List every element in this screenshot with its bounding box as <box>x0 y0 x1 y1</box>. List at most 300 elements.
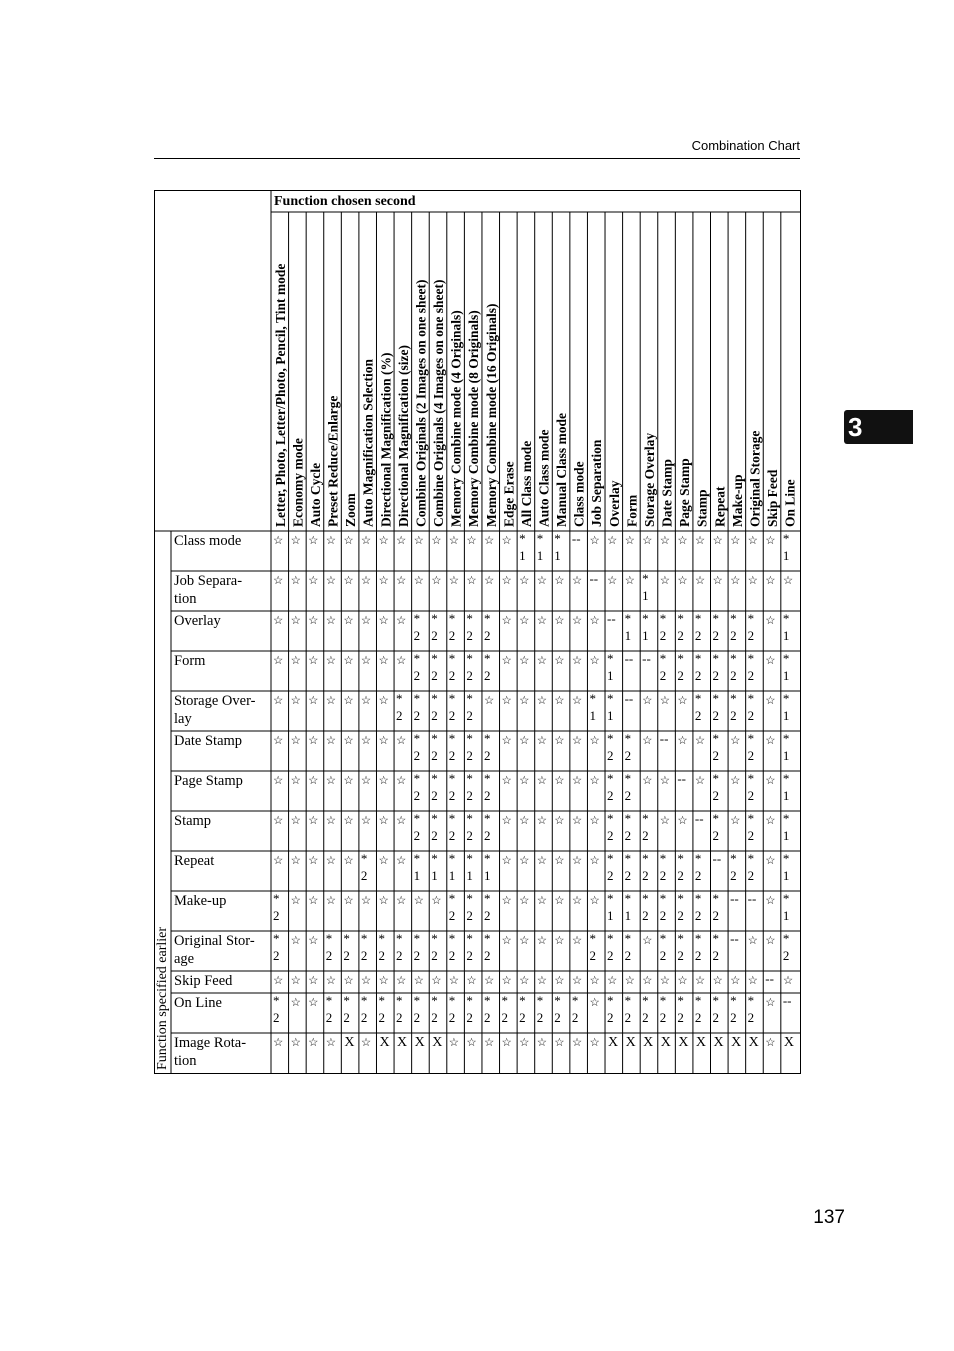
running-header-title: Combination Chart <box>691 138 800 153</box>
cell-asterisk: * <box>677 891 684 906</box>
cell-asterisk: * <box>554 993 561 1008</box>
column-header: Preset Reduce/Enlarge <box>325 395 341 527</box>
cell-note-number: 2 <box>677 668 684 683</box>
cell-star: ☆ <box>273 655 284 667</box>
cell-asterisk: * <box>483 891 491 906</box>
cell-note-number: 2 <box>431 628 438 643</box>
cell-star: ☆ <box>677 815 688 827</box>
row-label: On Line <box>174 995 222 1011</box>
cell-star: ☆ <box>290 655 301 667</box>
cell-x: X <box>713 1035 724 1050</box>
cell-star: ☆ <box>501 855 512 867</box>
cell-star: ☆ <box>624 535 635 547</box>
cell-note-number: 1 <box>782 868 790 883</box>
cell-star: ☆ <box>325 855 337 867</box>
cell-dash: -- <box>624 651 634 666</box>
cell-star: ☆ <box>483 575 495 587</box>
cell-star: ☆ <box>571 695 583 707</box>
cell-star: ☆ <box>589 815 600 827</box>
cell-asterisk: * <box>466 931 473 946</box>
cell-star: ☆ <box>343 695 354 707</box>
cell-star: ☆ <box>519 815 530 827</box>
cell-asterisk: * <box>413 931 421 946</box>
cell-star: ☆ <box>765 895 776 907</box>
cell-x: X <box>783 1035 794 1050</box>
cell-star: ☆ <box>360 815 372 827</box>
cell-note-number: 2 <box>413 708 421 723</box>
cell-star: ☆ <box>571 815 583 827</box>
cell-note-number: 2 <box>677 908 684 923</box>
cell-asterisk: * <box>677 993 684 1008</box>
cell-star: ☆ <box>360 695 372 707</box>
cell-asterisk: * <box>659 993 667 1008</box>
cell-star: ☆ <box>396 975 407 987</box>
cell-note-number: 2 <box>466 708 473 723</box>
cell-asterisk: * <box>624 993 632 1008</box>
cell-star: ☆ <box>571 975 583 987</box>
cell-star: ☆ <box>642 695 653 707</box>
cell-note-number: 2 <box>677 628 684 643</box>
cell-asterisk: * <box>747 651 755 666</box>
cell-asterisk: * <box>448 993 456 1008</box>
cell-star: ☆ <box>765 655 776 667</box>
cell-note-number: 2 <box>712 788 719 803</box>
cell-note-number: 2 <box>712 668 719 683</box>
cell-note-number: 2 <box>466 948 473 963</box>
cell-asterisk: * <box>747 771 755 786</box>
cell-star: ☆ <box>308 615 319 627</box>
cell-star: ☆ <box>343 575 354 587</box>
column-header: Page Stamp <box>677 458 693 527</box>
cell-x: X <box>344 1035 355 1050</box>
cell-star: ☆ <box>308 997 319 1009</box>
cell-star: ☆ <box>765 1037 776 1049</box>
cell-note-number: 2 <box>483 788 491 803</box>
cell-note-number: 2 <box>360 948 368 963</box>
cell-star: ☆ <box>589 1037 600 1049</box>
cell-note-number: 2 <box>642 828 649 843</box>
row-label: Form <box>174 653 206 669</box>
cell-asterisk: * <box>712 691 719 706</box>
cell-star: ☆ <box>483 695 495 707</box>
cell-star: ☆ <box>273 855 284 867</box>
cell-star: ☆ <box>536 935 548 947</box>
cell-star: ☆ <box>694 735 706 747</box>
cell-star: ☆ <box>589 655 600 667</box>
cell-note-number: 2 <box>747 668 755 683</box>
column-header: Auto Magnification Selection <box>360 359 376 527</box>
cell-star: ☆ <box>378 575 389 587</box>
cell-asterisk: * <box>360 931 368 946</box>
cell-asterisk: * <box>273 891 280 906</box>
cell-note-number: 1 <box>413 868 421 883</box>
cell-star: ☆ <box>325 655 337 667</box>
cell-note-number: 2 <box>712 948 719 963</box>
cell-dash: -- <box>677 771 687 786</box>
cell-star: ☆ <box>290 615 301 627</box>
cell-star: ☆ <box>659 535 671 547</box>
cell-asterisk: * <box>642 993 649 1008</box>
cell-star: ☆ <box>765 535 776 547</box>
cell-star: ☆ <box>571 655 583 667</box>
cell-star: ☆ <box>747 535 758 547</box>
table-title: Function chosen second <box>274 194 416 209</box>
cell-dash: -- <box>642 651 651 666</box>
cell-note-number: 2 <box>413 668 421 683</box>
cell-star: ☆ <box>571 775 583 787</box>
cell-note-number: 2 <box>694 668 702 683</box>
cell-star: ☆ <box>501 935 512 947</box>
cell-note-number: 2 <box>536 1010 544 1025</box>
cell-star: ☆ <box>378 655 389 667</box>
cell-dash: -- <box>765 971 774 986</box>
cell-star: ☆ <box>519 695 530 707</box>
cell-note-number: 2 <box>431 1010 438 1025</box>
cell-star: ☆ <box>325 975 337 987</box>
cell-star: ☆ <box>290 735 301 747</box>
cell-asterisk: * <box>624 931 632 946</box>
cell-note-number: 2 <box>607 1010 614 1025</box>
cell-note-number: 2 <box>413 828 421 843</box>
cell-note-number: 2 <box>273 908 280 923</box>
cell-asterisk: * <box>624 891 632 906</box>
cell-star: ☆ <box>360 975 372 987</box>
cell-star: ☆ <box>554 695 565 707</box>
cell-note-number: 2 <box>483 1010 491 1025</box>
cell-asterisk: * <box>712 771 719 786</box>
cell-star: ☆ <box>607 575 618 587</box>
cell-star: ☆ <box>396 855 407 867</box>
cell-asterisk: * <box>501 993 509 1008</box>
cell-star: ☆ <box>694 535 706 547</box>
cell-star: ☆ <box>273 695 284 707</box>
cell-star: ☆ <box>519 895 530 907</box>
cell-asterisk: * <box>431 771 438 786</box>
cell-star: ☆ <box>501 735 512 747</box>
cell-note-number: 2 <box>396 1010 403 1025</box>
cell-note-number: 2 <box>448 1010 456 1025</box>
cell-asterisk: * <box>712 611 719 626</box>
cell-asterisk: * <box>747 993 755 1008</box>
cell-asterisk: * <box>483 771 491 786</box>
cell-star: ☆ <box>378 775 389 787</box>
cell-star: ☆ <box>536 815 548 827</box>
cell-dash: -- <box>712 851 722 866</box>
cell-note-number: 2 <box>747 708 755 723</box>
cell-note-number: 2 <box>694 628 702 643</box>
cell-star: ☆ <box>554 895 565 907</box>
cell-asterisk: * <box>448 651 456 666</box>
cell-star: ☆ <box>290 997 301 1009</box>
cell-note-number: 1 <box>642 588 649 603</box>
cell-note-number: 2 <box>730 668 737 683</box>
cell-asterisk: * <box>677 611 684 626</box>
cell-star: ☆ <box>536 695 548 707</box>
cell-note-number: 2 <box>624 948 632 963</box>
cell-asterisk: * <box>782 611 790 626</box>
cell-star: ☆ <box>396 735 407 747</box>
cell-note-number: 2 <box>448 788 456 803</box>
cell-star: ☆ <box>325 535 337 547</box>
cell-note-number: 2 <box>712 908 719 923</box>
cell-asterisk: * <box>694 931 702 946</box>
cell-note-number: 2 <box>624 828 632 843</box>
cell-star: ☆ <box>677 575 688 587</box>
cell-star: ☆ <box>360 655 372 667</box>
cell-asterisk: * <box>343 993 350 1008</box>
cell-asterisk: * <box>431 611 438 626</box>
cell-asterisk: * <box>659 611 667 626</box>
cell-star: ☆ <box>659 815 671 827</box>
cell-asterisk: * <box>694 611 702 626</box>
cell-star: ☆ <box>378 615 389 627</box>
cell-star: ☆ <box>554 735 565 747</box>
cell-asterisk: * <box>448 771 456 786</box>
cell-star: ☆ <box>343 855 354 867</box>
column-header: Economy mode <box>290 438 306 527</box>
cell-star: ☆ <box>536 615 548 627</box>
cell-star: ☆ <box>360 735 372 747</box>
cell-star: ☆ <box>343 815 354 827</box>
cell-star: ☆ <box>448 1037 460 1049</box>
cell-star: ☆ <box>765 775 776 787</box>
column-header: Memory Combine mode (4 Originals) <box>448 310 464 527</box>
cell-star: ☆ <box>273 735 284 747</box>
cell-star: ☆ <box>730 735 741 747</box>
cell-star: ☆ <box>642 775 653 787</box>
cell-asterisk: * <box>624 611 632 626</box>
cell-note-number: 1 <box>519 548 526 563</box>
column-header: Combine Originals (2 Images on one sheet) <box>413 279 429 527</box>
cell-note-number: 2 <box>466 628 473 643</box>
cell-star: ☆ <box>589 615 600 627</box>
row-label: Storage Over- <box>174 693 256 709</box>
cell-note-number: 2 <box>396 708 403 723</box>
cell-asterisk: * <box>624 731 632 746</box>
cell-star: ☆ <box>642 975 653 987</box>
cell-asterisk: * <box>431 651 438 666</box>
cell-star: ☆ <box>589 975 600 987</box>
cell-note-number: 2 <box>624 748 632 763</box>
cell-note-number: 2 <box>273 1010 280 1025</box>
cell-note-number: 2 <box>413 948 421 963</box>
cell-asterisk: * <box>519 993 526 1008</box>
cell-star: ☆ <box>431 975 442 987</box>
cell-note-number: 2 <box>448 668 456 683</box>
cell-star: ☆ <box>343 535 354 547</box>
cell-asterisk: * <box>483 731 491 746</box>
cell-star: ☆ <box>730 535 741 547</box>
cell-asterisk: * <box>747 851 755 866</box>
cell-note-number: 2 <box>624 868 632 883</box>
cell-asterisk: * <box>431 811 438 826</box>
cell-asterisk: * <box>360 851 368 866</box>
cell-note-number: 1 <box>642 628 649 643</box>
cell-star: ☆ <box>765 575 776 587</box>
column-header: Skip Feed <box>765 469 781 527</box>
cell-star: ☆ <box>273 975 284 987</box>
cell-star: ☆ <box>501 575 512 587</box>
cell-note-number: 2 <box>466 788 473 803</box>
cell-note-number: 2 <box>501 1010 509 1025</box>
cell-asterisk: * <box>730 851 737 866</box>
cell-asterisk: * <box>431 993 438 1008</box>
row-label: Original Stor- <box>174 933 255 949</box>
cell-star: ☆ <box>782 575 794 587</box>
cell-star: ☆ <box>589 535 600 547</box>
cell-star: ☆ <box>325 1037 337 1049</box>
row-label: Overlay <box>174 613 221 629</box>
column-header: All Class mode <box>518 440 534 527</box>
cell-star: ☆ <box>413 535 424 547</box>
cell-x: X <box>643 1035 654 1050</box>
cell-star: ☆ <box>308 735 319 747</box>
cell-asterisk: * <box>466 851 473 866</box>
cell-star: ☆ <box>466 575 477 587</box>
cell-star: ☆ <box>554 935 565 947</box>
cell-note-number: 2 <box>642 1010 649 1025</box>
cell-star: ☆ <box>554 615 565 627</box>
cell-note-number: 2 <box>448 628 456 643</box>
cell-asterisk: * <box>747 731 755 746</box>
cell-star: ☆ <box>343 975 354 987</box>
cell-note-number: 2 <box>677 868 684 883</box>
cell-star: ☆ <box>677 975 688 987</box>
cell-note-number: 2 <box>431 748 438 763</box>
cell-star: ☆ <box>378 535 389 547</box>
cell-note-number: 2 <box>747 828 755 843</box>
cell-asterisk: * <box>554 531 561 546</box>
cell-note-number: 2 <box>642 868 649 883</box>
cell-star: ☆ <box>290 855 301 867</box>
cell-note-number: 2 <box>642 908 649 923</box>
cell-star: ☆ <box>396 655 407 667</box>
cell-note-number: 2 <box>466 1010 473 1025</box>
cell-star: ☆ <box>571 575 583 587</box>
cell-note-number: 2 <box>659 908 667 923</box>
cell-star: ☆ <box>431 535 442 547</box>
cell-star: ☆ <box>273 575 284 587</box>
cell-asterisk: * <box>677 851 684 866</box>
cell-dash: -- <box>659 731 669 746</box>
chapter-tab: 3 <box>844 410 913 444</box>
cell-star: ☆ <box>431 575 442 587</box>
cell-note-number: 2 <box>483 748 491 763</box>
cell-asterisk: * <box>378 931 385 946</box>
cell-star: ☆ <box>448 975 460 987</box>
column-header: Form <box>624 494 640 527</box>
column-header: On Line <box>782 479 798 527</box>
cell-note-number: 2 <box>448 828 456 843</box>
cell-note-number: 1 <box>448 868 456 883</box>
cell-note-number: 1 <box>782 748 790 763</box>
cell-asterisk: * <box>712 651 719 666</box>
row-label: Stamp <box>174 813 212 829</box>
cell-note-number: 2 <box>554 1010 561 1025</box>
cell-star: ☆ <box>290 695 301 707</box>
cell-star: ☆ <box>360 895 372 907</box>
cell-star: ☆ <box>677 695 688 707</box>
header-rule <box>154 158 800 159</box>
cell-star: ☆ <box>343 895 354 907</box>
cell-star: ☆ <box>677 535 688 547</box>
cell-dash: -- <box>589 571 599 586</box>
cell-asterisk: * <box>712 811 719 826</box>
cell-star: ☆ <box>290 775 301 787</box>
cell-note-number: 2 <box>659 668 667 683</box>
cell-star: ☆ <box>765 855 776 867</box>
cell-star: ☆ <box>659 575 671 587</box>
cell-dash: -- <box>694 811 704 826</box>
cell-note-number: 2 <box>431 948 438 963</box>
cell-note-number: 2 <box>483 948 491 963</box>
cell-star: ☆ <box>677 735 688 747</box>
cell-star: ☆ <box>536 1037 548 1049</box>
column-header: Letter, Photo, Letter/Photo, Pencil, Tint mode <box>272 263 288 527</box>
cell-star: ☆ <box>360 575 372 587</box>
cell-note-number: 1 <box>624 908 632 923</box>
cell-star: ☆ <box>571 615 583 627</box>
cell-star: ☆ <box>519 575 530 587</box>
cell-star: ☆ <box>589 735 600 747</box>
cell-star: ☆ <box>694 975 706 987</box>
cell-star: ☆ <box>396 895 407 907</box>
cell-star: ☆ <box>360 535 372 547</box>
cell-note-number: 2 <box>607 788 614 803</box>
cell-note-number: 2 <box>431 668 438 683</box>
cell-asterisk: * <box>730 993 737 1008</box>
cell-asterisk: * <box>607 811 614 826</box>
cell-star: ☆ <box>378 975 389 987</box>
cell-star: ☆ <box>782 975 794 987</box>
cell-star: ☆ <box>378 695 389 707</box>
cell-star: ☆ <box>571 935 583 947</box>
cell-note-number: 1 <box>589 708 596 723</box>
cell-star: ☆ <box>712 535 723 547</box>
cell-star: ☆ <box>308 815 319 827</box>
cell-star: ☆ <box>273 1037 284 1049</box>
cell-star: ☆ <box>730 975 741 987</box>
cell-asterisk: * <box>782 811 790 826</box>
cell-asterisk: * <box>642 891 649 906</box>
cell-asterisk: * <box>466 771 473 786</box>
cell-star: ☆ <box>589 855 600 867</box>
cell-note-number: 1 <box>483 868 491 883</box>
cell-note-number: 2 <box>782 948 790 963</box>
cell-star: ☆ <box>290 975 301 987</box>
cell-star: ☆ <box>554 655 565 667</box>
cell-x: X <box>432 1035 443 1050</box>
cell-star: ☆ <box>360 775 372 787</box>
cell-note-number: 1 <box>782 628 790 643</box>
cell-star: ☆ <box>360 615 372 627</box>
row-label: Repeat <box>174 853 215 869</box>
cell-star: ☆ <box>765 997 776 1009</box>
cell-star: ☆ <box>536 855 548 867</box>
column-header: Storage Overlay <box>641 432 657 527</box>
cell-asterisk: * <box>273 993 280 1008</box>
cell-asterisk: * <box>483 651 491 666</box>
cell-asterisk: * <box>413 651 421 666</box>
cell-note-number: 2 <box>730 868 737 883</box>
cell-star: ☆ <box>448 575 460 587</box>
cell-star: ☆ <box>325 895 337 907</box>
cell-asterisk: * <box>607 931 614 946</box>
cell-asterisk: * <box>466 651 473 666</box>
cell-asterisk: * <box>607 851 614 866</box>
cell-note-number: 2 <box>694 908 702 923</box>
cell-star: ☆ <box>765 815 776 827</box>
